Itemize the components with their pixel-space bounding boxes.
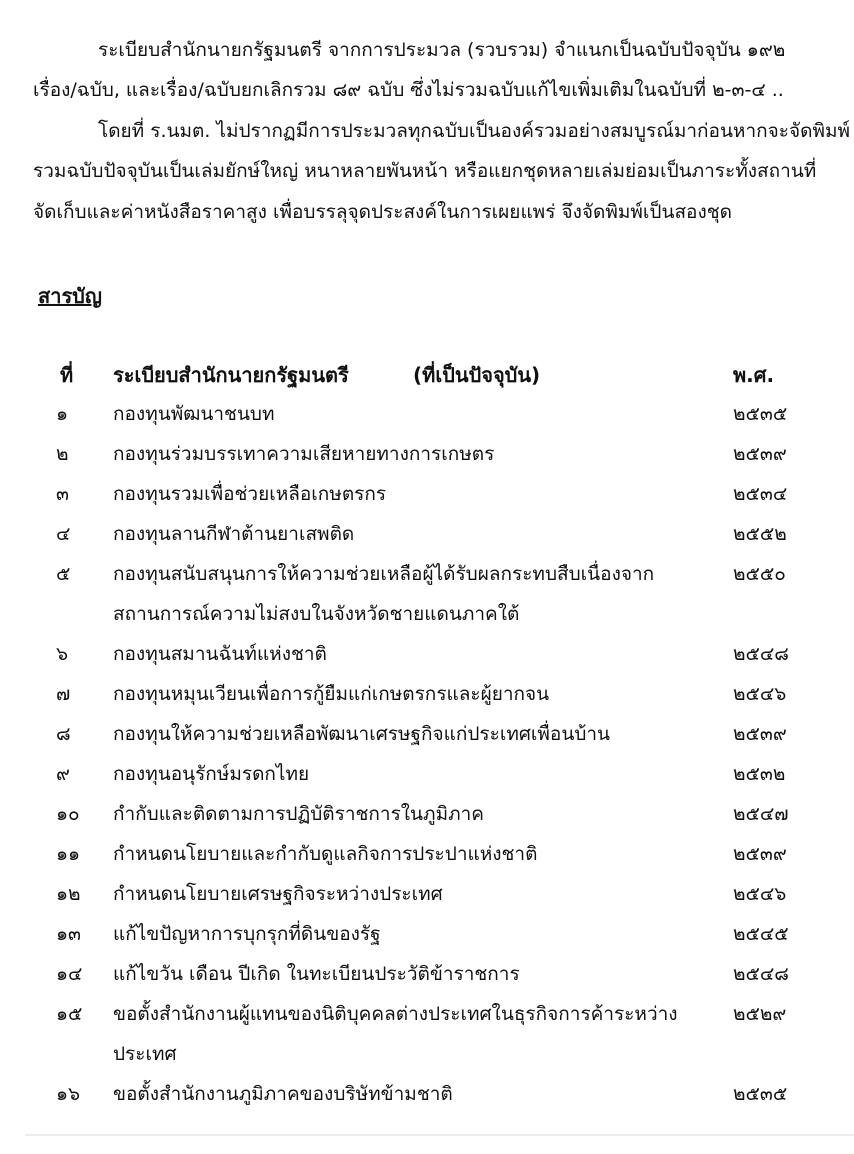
row-year: ๒๕๔๖	[733, 683, 787, 705]
row-year: ๒๕๓๙	[733, 443, 787, 465]
row-number: ๖	[56, 643, 69, 665]
toc-row	[0, 679, 854, 703]
intro-line: จัดเก็บและค่าหนังสือราคาสูง เพื่อบรรลุจุดประสงค์ในการเผยแพร่ จึงจัดพิมพ์เป็นสองชุด	[33, 201, 732, 223]
row-year: ๒๕๔๕	[733, 923, 789, 945]
row-number: ๑๔	[56, 963, 83, 985]
header-num: ที่	[60, 363, 74, 387]
row-number: ๘	[56, 723, 71, 745]
row-title: กองทุนให้ความช่วยเหลือพัฒนาเศรษฐกิจแก่ประเทศเพื่อนบ้าน	[113, 723, 611, 745]
toc-row	[0, 519, 854, 543]
row-number: ๑๐	[56, 803, 80, 825]
toc-row	[0, 919, 854, 943]
row-year: ๒๕๔๗	[733, 803, 789, 825]
row-year: ๒๕๕๐	[733, 563, 786, 585]
row-title: กองทุนสนับสนุนการให้ความช่วยเหลือผู้ได้รับผลกระทบสืบเนื่องจาก	[113, 563, 655, 585]
row-title: กองทุนร่วมบรรเทาความเสียหายทางการเกษตร	[113, 443, 495, 465]
row-year: ๒๕๓๙	[733, 843, 787, 865]
row-number: ๙	[56, 763, 70, 785]
row-year: ๒๕๔๖	[733, 883, 787, 905]
row-title: แก้ไขวัน เดือน ปีเกิด ในทะเบียนประวัติข้าราชการ	[113, 963, 520, 985]
row-year: ๒๕๔๘	[733, 963, 789, 985]
row-year: ๒๕๓๕	[733, 1083, 788, 1105]
toc-title: สารบัญ	[38, 284, 102, 308]
toc-row	[0, 1079, 854, 1103]
row-title: กองทุนหมุนเวียนเพื่อการกู้ยืมแก่เกษตรกรและผู้ยากจน	[113, 683, 550, 705]
toc-row	[0, 879, 854, 903]
row-title: กองทุนลานกีฬาต้านยาเสพติด	[113, 523, 355, 545]
row-number: ๑๕	[56, 1003, 83, 1025]
row-title-continued: สถานการณ์ความไม่สงบในจังหวัดชายแดนภาคใต้	[113, 603, 520, 625]
intro-line: ระเบียบสำนักนายกรัฐมนตรี จากการประมวล (รวบรวม) จำแนกเป็นฉบับปัจจุบัน ๑๙๒	[98, 39, 786, 61]
header-year: พ.ศ.	[733, 363, 775, 387]
row-number: ๑๒	[56, 883, 81, 905]
toc-row	[0, 399, 854, 423]
row-title: แก้ไขปัญหาการบุกรุกที่ดินของรัฐ	[113, 923, 381, 945]
row-number: ๓	[56, 483, 69, 505]
intro-line: โดยที่ ร.นมต. ไม่ปรากฏมีการประมวลทุกฉบับเป็นองค์รวมอย่างสมบูรณ์มาก่อนหากจะจัดพิมพ์	[98, 120, 851, 142]
toc-row	[0, 439, 854, 463]
row-year: ๒๕๔๘	[733, 643, 789, 665]
header-title: ระเบียบสำนักนายกรัฐมนตรี	[113, 363, 349, 387]
toc-row	[0, 559, 854, 625]
row-title: ขอตั้งสำนักงานผู้แทนของนิติบุคคลต่างประเทศในธุรกิจการค้าระหว่าง	[113, 1003, 678, 1025]
intro-line: รวมฉบับปัจจุบันเป็นเล่มยักษ์ใหญ่ หนาหลายพันหน้า หรือแยกชุดหลายเล่มย่อมเป็นภาระทั้งสถานที่	[33, 160, 817, 182]
row-number: ๗	[56, 683, 71, 705]
divider	[25, 1134, 854, 1136]
row-title: กำหนดนโยบายเศรษฐกิจระหว่างประเทศ	[113, 883, 443, 905]
row-year: ๒๕๓๙	[733, 723, 787, 745]
toc-row	[0, 479, 854, 503]
header-note: (ที่เป็นปัจจุบัน)	[413, 363, 541, 387]
row-title-continued: ประเทศ	[113, 1043, 177, 1065]
row-year: ๒๕๕๒	[733, 523, 787, 545]
row-year: ๒๕๓๔	[733, 483, 788, 505]
row-number: ๑	[56, 403, 69, 425]
toc-row	[0, 799, 854, 823]
toc-row	[0, 759, 854, 783]
toc-row	[0, 999, 854, 1065]
row-title: ขอตั้งสำนักงานภูมิภาคของบริษัทข้ามชาติ	[113, 1083, 453, 1105]
row-title: กองทุนอนุรักษ์มรดกไทย	[113, 763, 310, 785]
row-title: กองทุนสมานฉันท์แห่งชาติ	[113, 643, 327, 665]
row-title: กำหนดนโยบายและกำกับดูแลกิจการประปาแห่งชาติ	[113, 843, 538, 865]
toc-row	[0, 959, 854, 983]
row-number: ๕	[56, 563, 71, 585]
row-number: ๑๑	[56, 843, 81, 865]
row-number: ๔	[56, 523, 71, 545]
row-number: ๒	[56, 443, 69, 465]
row-year: ๒๕๒๙	[733, 1003, 787, 1025]
row-year: ๒๕๓๕	[733, 403, 788, 425]
row-title: กองทุนพัฒนาชนบท	[113, 403, 275, 425]
intro-line: เรื่อง/ฉบับ, และเรื่อง/ฉบับยกเลิกรวม ๘๙ ฉบับ ซึ่งไม่รวมฉบับแก้ไขเพิ่มเติมในฉบับที่ ๒-๓-๔ ..	[33, 79, 784, 101]
toc-row	[0, 639, 854, 663]
row-number: ๑๖	[56, 1083, 81, 1105]
toc-row	[0, 839, 854, 863]
row-title: กองทุนรวมเพื่อช่วยเหลือเกษตรกร	[113, 483, 387, 505]
row-year: ๒๕๓๒	[733, 763, 786, 785]
row-number: ๑๓	[56, 923, 82, 945]
row-title: กำกับและติดตามการปฏิบัติราชการในภูมิภาค	[113, 803, 485, 825]
toc-row	[0, 719, 854, 743]
